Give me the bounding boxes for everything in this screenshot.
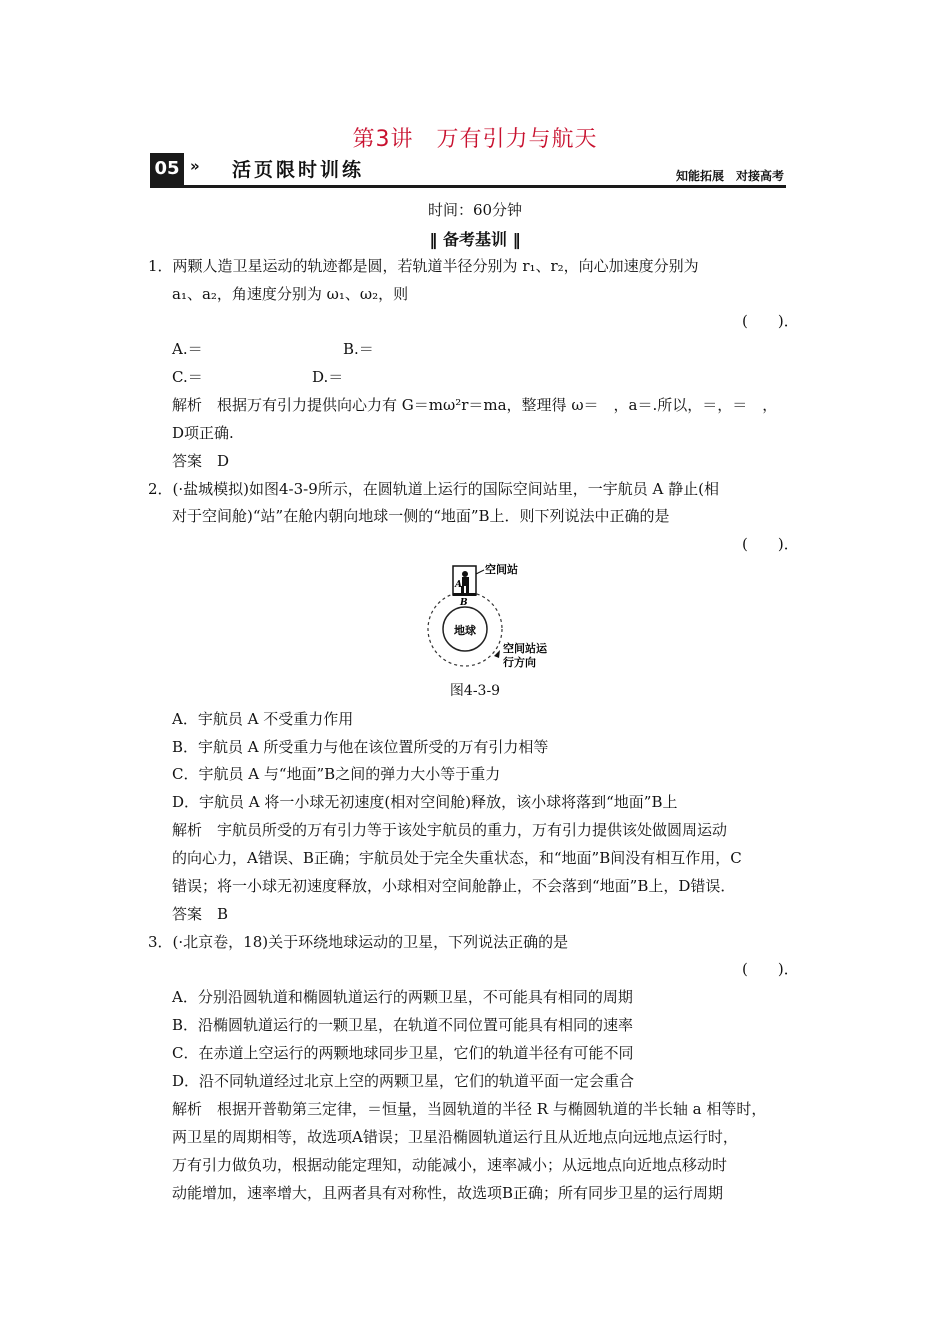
earth-label: 地球	[454, 624, 476, 637]
q3-option-d: D．沿不同轨道经过北京上空的两颗卫星，它们的轨道平面一定会重合	[172, 1072, 635, 1090]
banner-heading: 活页限时训练	[232, 159, 365, 181]
q3-analysis-line4: 动能增加，速率增大，且两者具有对称性，故选项B正确；所有同步卫星的运行周期	[172, 1184, 724, 1202]
q3-answer-blank: ( )．	[742, 960, 799, 978]
q1-analysis-line2: D项正确.	[172, 424, 234, 442]
q3-stem: 3．(·北京卷，18)关于环绕地球运动的卫星，下列说法正确的是	[148, 933, 569, 951]
q2-analysis-line1: 解析 宇航员所受的万有引力等于该处宇航员的重力，万有引力提供该处做圆周运动	[172, 821, 728, 839]
station-floor	[453, 593, 476, 596]
banner-rule	[150, 185, 786, 188]
label-b: B	[460, 598, 468, 608]
station-label: 空间站	[485, 563, 518, 576]
q3-option-b: B．沿椭圆轨道运行的一颗卫星，在轨道不同位置可能具有相同的速率	[172, 1016, 634, 1034]
q2-option-d: D．宇航员 A 将一小球无初速度(相对空间舱)释放，该小球将落到“地面”B上	[172, 793, 678, 811]
section-banner	[150, 153, 786, 187]
q2-answer: 答案 B	[172, 905, 229, 923]
q1-option-c: C.＝	[172, 368, 203, 386]
q3-analysis-line3: 万有引力做负功，根据动能定理知，动能减小，速率减小；从远地点向近地点移动时	[172, 1156, 728, 1174]
section-heading: ‖ 备考基训 ‖	[429, 230, 521, 249]
q2-stem-line1: 2．(·盐城模拟)如图4-3-9所示，在圆轨道上运行的国际空间站里，一宇航员 A 静止(相	[148, 480, 720, 498]
banner-number: 05	[150, 153, 184, 185]
q1-option-a: A.＝	[172, 340, 203, 358]
direction-label-line2: 行方向	[503, 656, 536, 669]
q2-option-a: A．宇航员 A 不受重力作用	[172, 710, 354, 728]
q1-option-b: B.＝	[343, 340, 374, 358]
q2-analysis-line2: 的向心力，A错误、B正确；宇航员处于完全失重状态，和“地面”B间没有相互作用，C	[172, 849, 742, 867]
q3-option-a: A．分别沿圆轨道和椭圆轨道运行的两颗卫星，不可能具有相同的周期	[172, 988, 633, 1006]
direction-label-line1: 空间站运	[503, 642, 547, 655]
q2-analysis-line3: 错误；将一小球无初速度释放，小球相对空间舱静止，不会落到“地面”B上，D错误．	[172, 877, 736, 895]
q1-answer: 答案 D	[172, 452, 230, 470]
q2-stem-line2: 对于空间舱)“站”在舱内朝向地球一侧的“地面”B上．则下列说法中正确的是	[172, 507, 670, 525]
q1-answer-blank: ( )．	[742, 312, 799, 330]
q3-option-c: C．在赤道上空运行的两颗地球同步卫星，它们的轨道半径有可能不同	[172, 1044, 634, 1062]
banner-arrows-icon: »	[190, 157, 200, 175]
q2-answer-blank: ( )．	[742, 535, 799, 553]
q1-stem-line2: a₁、a₂，角速度分别为 ω₁、ω₂，则	[172, 285, 409, 303]
label-a: A	[455, 580, 462, 590]
q3-analysis-line2: 两卫星的周期相等，故选项A错误；卫星沿椭圆轨道运行且从近地点向远地点运行时，	[172, 1128, 738, 1146]
lesson-title: 第3讲 万有引力与航天	[352, 127, 598, 152]
direction-arrow-icon	[494, 650, 500, 658]
figure-caption: 图4-3-9	[449, 683, 501, 699]
q1-option-d: D.＝	[312, 368, 344, 386]
station-pointer	[476, 570, 484, 574]
space-station-figure	[420, 558, 560, 673]
time-limit: 时间：60分钟	[427, 201, 523, 219]
q2-option-c: C．宇航员 A 与“地面”B之间的弹力大小等于重力	[172, 765, 501, 783]
q2-option-b: B．宇航员 A 所受重力与他在该位置所受的万有引力相等	[172, 738, 549, 756]
q3-analysis-line1: 解析 根据开普勒第三定律，＝恒量，当圆轨道的半径 R 与椭圆轨道的半长轴 a 相等时，	[172, 1100, 767, 1118]
banner-right-text: 知能拓展 对接高考	[675, 169, 784, 183]
q1-analysis-line1: 解析 根据万有引力提供向心力有 G＝mω²r＝ma，整理得 ω＝ ，a＝.所以，＝，＝ ，	[172, 396, 778, 414]
q1-stem-line1: 1．两颗人造卫星运动的轨迹都是圆，若轨道半径分别为 r₁、r₂，向心加速度分别为	[148, 257, 699, 275]
